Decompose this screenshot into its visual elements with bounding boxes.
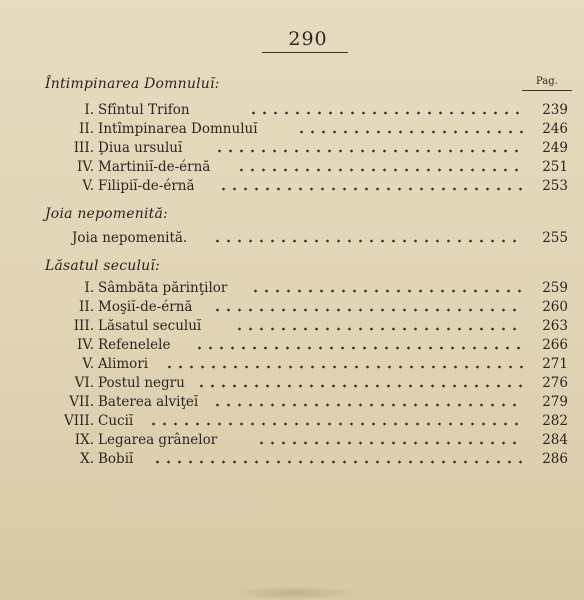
- entry-page: 276: [542, 375, 568, 391]
- leader-dots: [164, 364, 524, 370]
- entry-title: Legarea grânelor: [98, 432, 218, 448]
- leader-dots: [212, 307, 524, 313]
- entry-title: Alimori: [98, 356, 149, 372]
- entry-number: IV.: [76, 337, 94, 353]
- leader-dots: [148, 421, 524, 427]
- toc-entry[interactable]: [0, 356, 584, 376]
- entry-page: 260: [542, 299, 568, 315]
- entry-page: 279: [542, 394, 568, 410]
- toc-entry[interactable]: [0, 102, 584, 122]
- entry-number: VII.: [69, 394, 94, 410]
- toc-entry[interactable]: [0, 178, 584, 198]
- header-rule: [262, 52, 348, 53]
- entry-title: Filipiĭ-de-érnă: [98, 178, 195, 194]
- section-title: Lăsatul seculuĭ:: [45, 258, 160, 274]
- entry-number: III.: [73, 318, 94, 334]
- entry-number: X.: [80, 451, 94, 467]
- leader-dots: [152, 459, 524, 465]
- entry-title: Baterea alviţeĭ: [98, 394, 199, 410]
- toc-entry[interactable]: [0, 121, 584, 141]
- leader-dots: [234, 326, 524, 332]
- entry-page: 253: [542, 178, 568, 194]
- leader-dots: [218, 186, 524, 192]
- entry-title: Sfîntul Trifon: [98, 102, 190, 118]
- toc-entry[interactable]: [0, 432, 584, 452]
- entry-number: VIII.: [63, 413, 94, 429]
- leader-dots: [250, 288, 524, 294]
- entry-number: III.: [73, 140, 94, 156]
- leader-dots: [196, 383, 524, 389]
- paper-stain: [230, 586, 360, 600]
- entry-page: 259: [542, 280, 568, 296]
- entry-page: 271: [542, 356, 568, 372]
- entry-title: Sâmbăta părinţilor: [98, 280, 228, 296]
- toc-entry[interactable]: [0, 451, 584, 471]
- entry-page: 286: [542, 451, 568, 467]
- entry-title: Ḑiua ursuluĭ: [98, 140, 183, 156]
- entry-number: VI.: [74, 375, 94, 391]
- entry-page: 249: [542, 140, 568, 156]
- toc-entry[interactable]: [0, 140, 584, 160]
- entry-page: 246: [542, 121, 568, 137]
- toc-entry[interactable]: [0, 159, 584, 179]
- leader-dots: [296, 129, 524, 135]
- leader-dots: [212, 402, 524, 408]
- entry-page: 266: [542, 337, 568, 353]
- entry-title: Martiniĭ-de-érnă: [98, 159, 211, 175]
- page-column-rule: [522, 90, 572, 91]
- entry-number: IX.: [74, 432, 94, 448]
- entry-page: 282: [542, 413, 568, 429]
- entry-title: Joia nepomenită.: [72, 230, 188, 246]
- entry-page: 251: [542, 159, 568, 175]
- entry-title: Cuciĭ: [98, 413, 134, 429]
- toc-entry[interactable]: [0, 337, 584, 357]
- entry-number: IV.: [76, 159, 94, 175]
- entry-page: 284: [542, 432, 568, 448]
- entry-number: V.: [82, 178, 94, 194]
- entry-page: 239: [542, 102, 568, 118]
- entry-title: Intîmpinarea Domnuluĭ: [98, 121, 258, 137]
- entry-number: II.: [79, 299, 94, 315]
- leader-dots: [214, 148, 524, 154]
- page-number: 290: [288, 28, 328, 50]
- toc-entry[interactable]: [0, 413, 584, 433]
- entry-page: 255: [542, 230, 568, 246]
- leader-dots: [236, 167, 524, 173]
- entry-title: Bobiĭ: [98, 451, 134, 467]
- toc-entry[interactable]: [0, 375, 584, 395]
- toc-entry[interactable]: [0, 230, 584, 250]
- leader-dots: [212, 238, 524, 244]
- leader-dots: [194, 345, 524, 351]
- section-title: Joia nepomenită:: [45, 206, 168, 222]
- section-title: Întimpinarea Domnuluĭ:: [45, 76, 220, 92]
- entry-number: V.: [82, 356, 94, 372]
- entry-page: 263: [542, 318, 568, 334]
- entry-number: I.: [84, 102, 94, 118]
- toc-entry[interactable]: [0, 394, 584, 414]
- entry-title: Moşiĭ-de-érnă: [98, 299, 193, 315]
- entry-title: Lăsatul seculuĭ: [98, 318, 202, 334]
- leader-dots: [248, 110, 524, 116]
- entry-number: I.: [84, 280, 94, 296]
- entry-title: Postul negru: [98, 375, 185, 391]
- toc-entry[interactable]: [0, 299, 584, 319]
- toc-entry[interactable]: [0, 280, 584, 300]
- entry-number: II.: [79, 121, 94, 137]
- toc-entry[interactable]: [0, 318, 584, 338]
- entry-title: Refenelele: [98, 337, 171, 353]
- leader-dots: [256, 440, 524, 446]
- page-column-label: Pag.: [536, 76, 558, 87]
